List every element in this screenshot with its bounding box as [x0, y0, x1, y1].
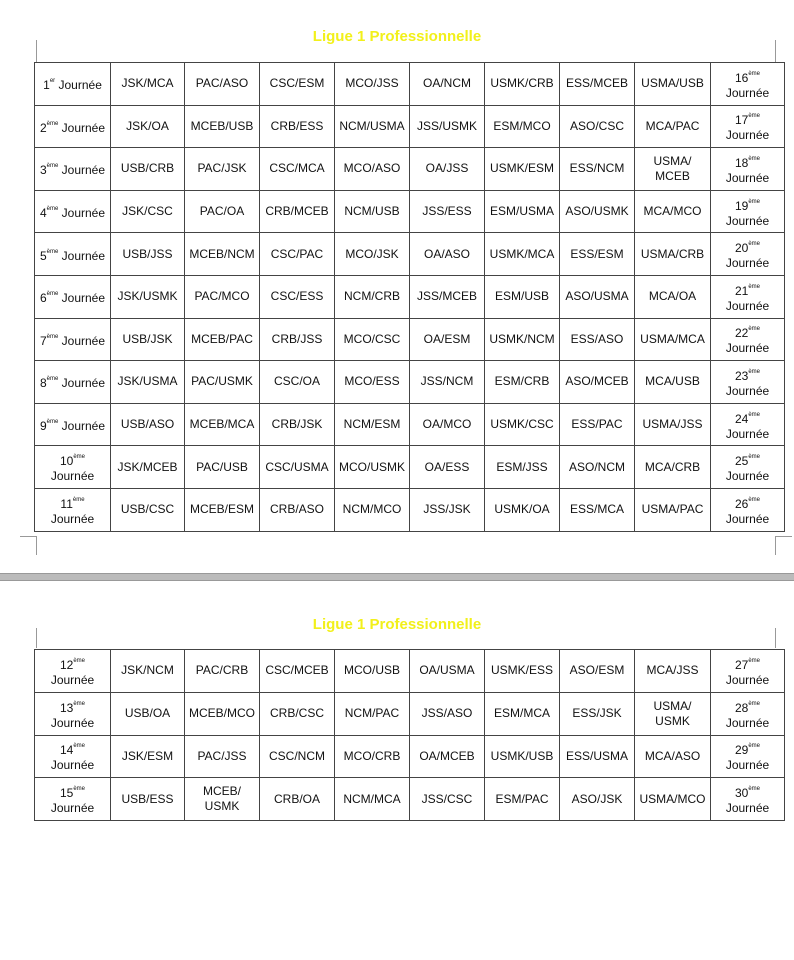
journee-right — [711, 148, 785, 191]
match-cell: USB/JSK — [111, 318, 185, 361]
match-cell: ASO/CSC — [560, 105, 635, 148]
journee-word: Journée — [61, 291, 106, 306]
table-row — [35, 233, 785, 276]
match-cell: JSS/ASO — [410, 692, 485, 735]
match-cell: ESM/CRB — [485, 361, 560, 404]
match-cell: PAC/MCO — [185, 275, 260, 318]
journee-number: 13 — [59, 700, 74, 715]
match-cell: USMK/NCM — [485, 318, 560, 361]
table-row — [35, 778, 785, 821]
journee-left — [35, 650, 111, 693]
journee-word: Journée — [725, 801, 770, 816]
journee-word: Journée — [50, 758, 95, 773]
match-cell: OA/MCEB — [410, 735, 485, 778]
journee-word: Journée — [50, 715, 95, 730]
journee-left — [35, 446, 111, 489]
match-cell: CRB/CSC — [260, 692, 335, 735]
journee-left — [35, 318, 111, 361]
journee-left — [35, 233, 111, 276]
journee-number: 4 — [39, 206, 47, 221]
journee-number: 25 — [734, 454, 749, 469]
match-cell: CRB/ASO — [260, 488, 335, 531]
journee-number: 27 — [734, 657, 749, 672]
journee-right — [711, 361, 785, 404]
journee-word: Journée — [725, 672, 770, 687]
table-row — [35, 403, 785, 446]
journee-word: Journée — [61, 163, 106, 178]
journee-number: 12 — [59, 657, 74, 672]
ordinal-suffix: ème — [748, 411, 761, 418]
journee-number: 16 — [734, 70, 749, 85]
journee-word: Journée — [50, 511, 95, 526]
page1-title: Ligue 1 Professionnelle — [312, 28, 482, 45]
journee-number: 1 — [43, 78, 50, 93]
journee-left — [35, 735, 111, 778]
schedule-table-page1 — [34, 62, 785, 532]
journee-left — [35, 488, 111, 531]
match-cell: MCO/JSK — [335, 233, 410, 276]
ordinal-suffix: ème — [748, 454, 761, 461]
match-cell: ESS/NCM — [560, 148, 635, 191]
journee-left — [35, 403, 111, 446]
match-cell: USMK/OA — [485, 488, 560, 531]
match-cell: NCM/CRB — [335, 275, 410, 318]
match-cell: ESM/JSS — [485, 446, 560, 489]
ordinal-suffix: ème — [748, 657, 761, 664]
match-cell: USB/OA — [111, 692, 185, 735]
journee-right — [711, 488, 785, 531]
match-cell: ASO/USMK — [560, 190, 635, 233]
ordinal-suffix: ème — [748, 743, 761, 750]
match-cell: MCEB/USB — [185, 105, 260, 148]
match-cell: JSS/JSK — [410, 488, 485, 531]
crop-mark — [775, 40, 776, 62]
journee-right — [711, 275, 785, 318]
match-cell: NCM/MCA — [335, 778, 410, 821]
journee-number: 11 — [60, 496, 73, 511]
match-cell: MCA/MCO — [635, 190, 711, 233]
journee-right — [711, 650, 785, 693]
match-cell: USMK/MCA — [485, 233, 560, 276]
match-cell: ESS/ESM — [560, 233, 635, 276]
match-cell: MCO/CRB — [335, 735, 410, 778]
journee-right — [711, 403, 785, 446]
match-cell: OA/JSS — [410, 148, 485, 191]
journee-word: Journée — [725, 128, 770, 143]
journee-left — [35, 105, 111, 148]
ordinal-suffix: ème — [748, 326, 761, 333]
match-cell: ESM/USMA — [485, 190, 560, 233]
journee-word: Journée — [50, 672, 95, 687]
ordinal-suffix: er — [49, 78, 56, 85]
journee-left — [35, 190, 111, 233]
journee-right — [711, 446, 785, 489]
ordinal-suffix: ème — [73, 454, 86, 461]
journee-word: Journée — [61, 120, 106, 135]
match-cell: MCO/USB — [335, 650, 410, 693]
match-cell: CSC/MCA — [260, 148, 335, 191]
match-cell: OA/MCO — [410, 403, 485, 446]
match-cell: MCO/JSS — [335, 63, 410, 106]
journee-word: Journée — [725, 715, 770, 730]
match-cell: CSC/NCM — [260, 735, 335, 778]
match-cell: USMA/PAC — [635, 488, 711, 531]
table-row — [35, 275, 785, 318]
match-cell: PAC/JSS — [185, 735, 260, 778]
match-cell: MCO/CSC — [335, 318, 410, 361]
match-cell: PAC/USB — [185, 446, 260, 489]
match-cell: MCO/ASO — [335, 148, 410, 191]
match-cell: PAC/JSK — [185, 148, 260, 191]
journee-word: Journée — [61, 248, 106, 263]
match-cell: JSS/MCEB — [410, 275, 485, 318]
match-cell: JSK/USMA — [111, 361, 185, 404]
table-row — [35, 318, 785, 361]
match-cell: USMA/JSS — [635, 403, 711, 446]
journee-word: Journée — [61, 333, 106, 348]
table-row — [35, 63, 785, 106]
ordinal-suffix: ème — [46, 376, 59, 383]
match-cell: MCEB/PAC — [185, 318, 260, 361]
ordinal-suffix: ème — [46, 419, 59, 426]
match-cell: ASO/ESM — [560, 650, 635, 693]
match-cell: MCA/OA — [635, 275, 711, 318]
match-cell: NCM/USB — [335, 190, 410, 233]
match-cell: ESS/USMA — [560, 735, 635, 778]
match-cell: MCA/CRB — [635, 446, 711, 489]
journee-word: Journée — [725, 511, 770, 526]
journee-right — [711, 692, 785, 735]
match-cell: CSC/USMA — [260, 446, 335, 489]
ordinal-suffix: ème — [748, 155, 761, 162]
match-cell: CSC/PAC — [260, 233, 335, 276]
match-cell: ESM/PAC — [485, 778, 560, 821]
match-cell: PAC/OA — [185, 190, 260, 233]
journee-number: 21 — [734, 283, 749, 298]
match-cell: JSK/USMK — [111, 275, 185, 318]
match-cell: USB/CRB — [111, 148, 185, 191]
match-cell: CSC/ESS — [260, 275, 335, 318]
journee-word: Journée — [725, 170, 770, 185]
journee-word: Journée — [725, 426, 770, 441]
match-cell: CSC/OA — [260, 361, 335, 404]
match-cell: NCM/USMA — [335, 105, 410, 148]
journee-number: 5 — [39, 248, 47, 263]
journee-number: 18 — [734, 155, 749, 170]
match-cell: NCM/PAC — [335, 692, 410, 735]
crop-mark — [775, 536, 792, 555]
ordinal-suffix: ème — [748, 700, 761, 707]
journee-word: Journée — [725, 341, 770, 356]
match-cell: USMA/MCO — [635, 778, 711, 821]
match-cell: MCA/USB — [635, 361, 711, 404]
match-cell: OA/ESS — [410, 446, 485, 489]
journee-left — [35, 275, 111, 318]
match-cell: PAC/USMK — [185, 361, 260, 404]
crop-mark — [36, 628, 37, 648]
match-cell: ASO/NCM — [560, 446, 635, 489]
ordinal-suffix: ème — [46, 206, 59, 213]
match-cell: JSS/ESS — [410, 190, 485, 233]
journee-number: 28 — [734, 700, 749, 715]
match-cell: MCO/ESS — [335, 361, 410, 404]
journee-right — [711, 105, 785, 148]
match-cell: USMK/ESS — [485, 650, 560, 693]
journee-word: Journée — [50, 801, 95, 816]
ordinal-suffix: ème — [72, 496, 85, 503]
journee-right — [711, 63, 785, 106]
match-cell: JSK/MCEB — [111, 446, 185, 489]
journee-right — [711, 778, 785, 821]
match-cell: JSS/USMK — [410, 105, 485, 148]
journee-right — [711, 190, 785, 233]
table-row — [35, 148, 785, 191]
journee-number: 2 — [39, 120, 47, 135]
match-cell: ESM/MCA — [485, 692, 560, 735]
journee-left — [35, 63, 111, 106]
journee-word: Journée — [725, 85, 770, 100]
match-cell: ESS/MCA — [560, 488, 635, 531]
match-cell: PAC/CRB — [185, 650, 260, 693]
journee-right — [711, 318, 785, 361]
match-cell: OA/NCM — [410, 63, 485, 106]
match-cell: PAC/ASO — [185, 63, 260, 106]
journee-number: 19 — [734, 198, 749, 213]
ordinal-suffix: ème — [748, 241, 761, 248]
match-cell: ESM/MCO — [485, 105, 560, 148]
schedule-table-page2 — [34, 649, 785, 821]
table-row — [35, 735, 785, 778]
match-cell: JSK/MCA — [111, 63, 185, 106]
journee-word: Journée — [61, 206, 106, 221]
table-row — [35, 190, 785, 233]
table-row — [35, 650, 785, 693]
ordinal-suffix: ème — [748, 113, 761, 120]
journee-number: 23 — [734, 368, 749, 383]
ordinal-suffix: ème — [73, 786, 86, 793]
match-cell: USMA/CRB — [635, 233, 711, 276]
journee-number: 29 — [734, 743, 749, 758]
match-cell: NCM/MCO — [335, 488, 410, 531]
match-cell: ASO/MCEB — [560, 361, 635, 404]
table-row — [35, 361, 785, 404]
journee-word: Journée — [725, 256, 770, 271]
journee-number: 6 — [39, 291, 47, 306]
match-cell: USMK/ESM — [485, 148, 560, 191]
journee-number: 7 — [39, 333, 47, 348]
journee-number: 26 — [734, 496, 749, 511]
match-cell: USMK/CRB — [485, 63, 560, 106]
match-cell: MCA/ASO — [635, 735, 711, 778]
journee-word: Journée — [725, 213, 770, 228]
match-cell: CRB/MCEB — [260, 190, 335, 233]
table-row — [35, 105, 785, 148]
match-cell: JSK/CSC — [111, 190, 185, 233]
journee-word: Journée — [725, 383, 770, 398]
match-cell: OA/ASO — [410, 233, 485, 276]
match-cell: CSC/ESM — [260, 63, 335, 106]
match-cell: USMK/CSC — [485, 403, 560, 446]
journee-word: Journée — [725, 469, 770, 484]
match-cell: MCEB/ESM — [185, 488, 260, 531]
ordinal-suffix: ème — [73, 700, 86, 707]
match-cell: MCEB/MCO — [185, 692, 260, 735]
match-cell: USB/ESS — [111, 778, 185, 821]
journee-left — [35, 361, 111, 404]
ordinal-suffix: ème — [46, 248, 59, 255]
journee-left — [35, 692, 111, 735]
ordinal-suffix: ème — [748, 283, 761, 290]
journee-left — [35, 148, 111, 191]
page-separator — [0, 573, 794, 581]
match-cell: USMA/MCA — [635, 318, 711, 361]
match-cell: CSC/MCEB — [260, 650, 335, 693]
ordinal-suffix: ème — [46, 333, 59, 340]
match-cell: JSK/OA — [111, 105, 185, 148]
match-cell: ESM/USB — [485, 275, 560, 318]
crop-mark — [20, 536, 37, 555]
ordinal-suffix: ème — [748, 198, 761, 205]
journee-number: 3 — [39, 163, 47, 178]
match-cell: ESS/ASO — [560, 318, 635, 361]
match-cell: USB/CSC — [111, 488, 185, 531]
ordinal-suffix: ème — [748, 786, 761, 793]
match-cell: ESS/PAC — [560, 403, 635, 446]
match-cell: ESS/MCEB — [560, 63, 635, 106]
match-cell: MCEB/MCA — [185, 403, 260, 446]
ordinal-suffix: ème — [46, 120, 59, 127]
journee-number: 24 — [734, 411, 749, 426]
journee-word: Journée — [61, 419, 106, 434]
ordinal-suffix: ème — [73, 743, 86, 750]
match-cell: OA/USMA — [410, 650, 485, 693]
match-cell: MCA/PAC — [635, 105, 711, 148]
journee-word: Journée — [61, 376, 106, 391]
match-cell: USMK/USB — [485, 735, 560, 778]
ordinal-suffix: ème — [46, 291, 59, 298]
match-cell: MCO/USMK — [335, 446, 410, 489]
match-cell: USMA/USB — [635, 63, 711, 106]
table-row — [35, 488, 785, 531]
match-cell: MCA/JSS — [635, 650, 711, 693]
match-cell: USB/ASO — [111, 403, 185, 446]
match-cell: USMA/ USMK — [635, 692, 711, 735]
journee-number: 22 — [734, 326, 749, 341]
journee-number: 17 — [734, 113, 749, 128]
table-row — [35, 446, 785, 489]
match-cell: CRB/JSK — [260, 403, 335, 446]
match-cell: ASO/USMA — [560, 275, 635, 318]
match-cell: JSK/ESM — [111, 735, 185, 778]
match-cell: MCEB/NCM — [185, 233, 260, 276]
ordinal-suffix: ème — [73, 657, 86, 664]
ordinal-suffix: ème — [748, 368, 761, 375]
match-cell: OA/ESM — [410, 318, 485, 361]
journee-right — [711, 233, 785, 276]
match-cell: ESS/JSK — [560, 692, 635, 735]
journee-left — [35, 778, 111, 821]
ordinal-suffix: ème — [46, 163, 59, 170]
match-cell: MCEB/ USMK — [185, 778, 260, 821]
journee-number: 10 — [59, 454, 74, 469]
match-cell: JSS/CSC — [410, 778, 485, 821]
journee-word: Journée — [58, 78, 102, 93]
journee-number: 9 — [39, 419, 47, 434]
match-cell: CRB/ESS — [260, 105, 335, 148]
journee-number: 20 — [734, 241, 749, 256]
match-cell: USMA/ MCEB — [635, 148, 711, 191]
match-cell: CRB/JSS — [260, 318, 335, 361]
table-row — [35, 692, 785, 735]
journee-number: 15 — [59, 786, 74, 801]
match-cell: JSK/NCM — [111, 650, 185, 693]
ordinal-suffix: ème — [748, 70, 761, 77]
journee-number: 8 — [39, 376, 47, 391]
match-cell: NCM/ESM — [335, 403, 410, 446]
journee-word: Journée — [725, 758, 770, 773]
ordinal-suffix: ème — [748, 496, 761, 503]
journee-right — [711, 735, 785, 778]
journee-word: Journée — [725, 298, 770, 313]
match-cell: JSS/NCM — [410, 361, 485, 404]
match-cell: ASO/JSK — [560, 778, 635, 821]
journee-number: 30 — [734, 786, 749, 801]
journee-word: Journée — [50, 469, 95, 484]
crop-mark — [775, 628, 776, 648]
page2-title: Ligue 1 Professionnelle — [312, 616, 482, 633]
journee-number: 14 — [59, 743, 74, 758]
match-cell: USB/JSS — [111, 233, 185, 276]
crop-mark — [36, 40, 37, 62]
match-cell: CRB/OA — [260, 778, 335, 821]
